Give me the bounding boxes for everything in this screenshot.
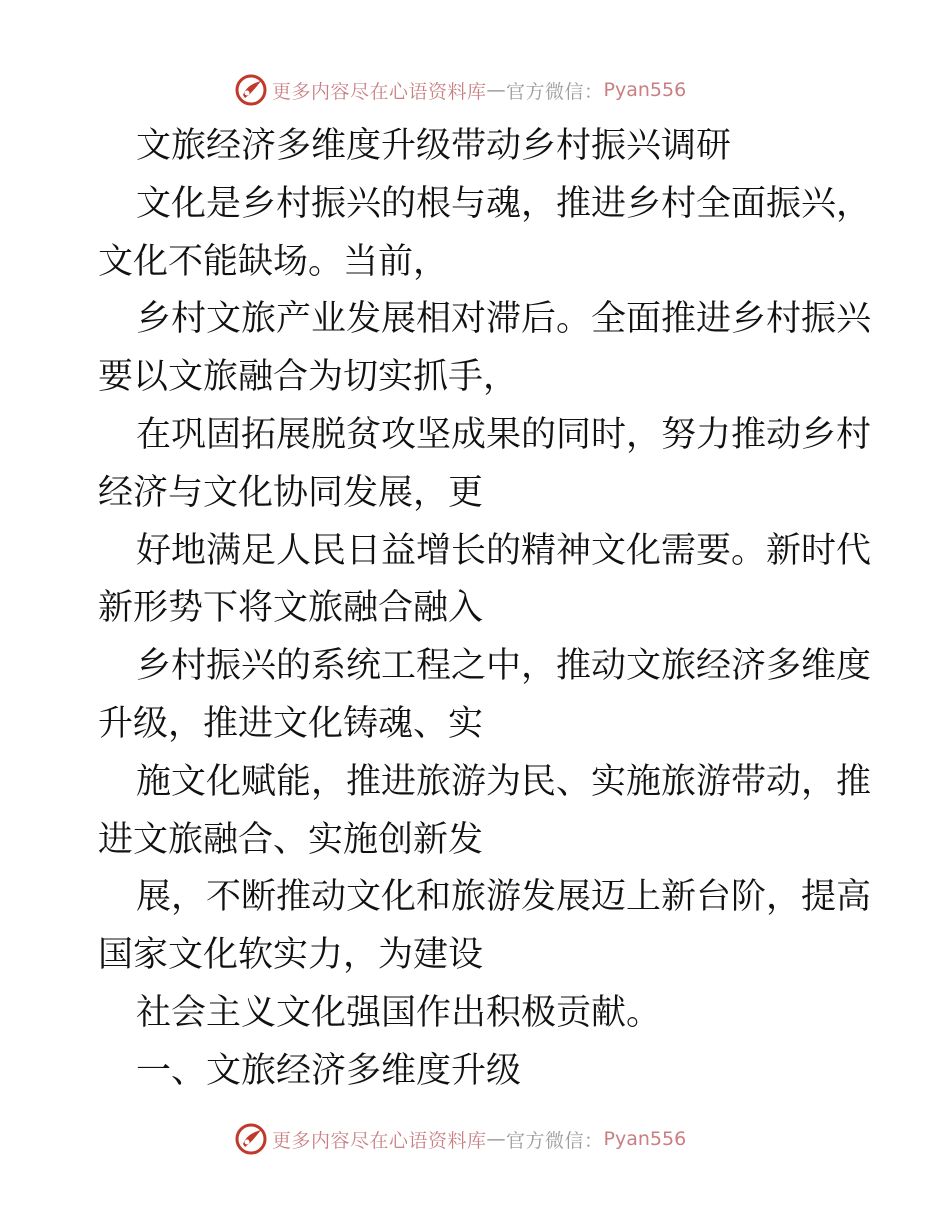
brand-logo-icon — [234, 73, 268, 107]
paragraph-line: 经济与文化协同发展，更 — [98, 472, 484, 513]
paragraph-line: 社会主义文化强国作出积极贡献。 — [136, 992, 662, 1033]
watermark-dash: — — [486, 79, 507, 101]
paragraph-line: 进文旅融合、实施创新发 — [98, 819, 484, 860]
section-heading: 一、文旅经济多维度升级 — [136, 1050, 522, 1091]
document-body — [98, 118, 872, 1101]
watermark-label: 官方微信： — [506, 80, 604, 103]
watermark-footer — [234, 1121, 686, 1157]
paragraph-line: 施文化赋能，推进旅游为民、实施旅游带动，推 — [136, 761, 872, 802]
watermark-brand: 更多内容尽在心语资料库 — [272, 1129, 487, 1152]
paragraph-line: 国家文化软实力，为建设 — [98, 935, 484, 976]
paragraph-line: 文化是乡村振兴的根与魂，推进乡村全面振兴， — [136, 183, 872, 224]
paragraph-line: 展，不断推动文化和旅游发展迈上新台阶，提高 — [136, 877, 872, 918]
paragraph-line: 好地满足人民日益增长的精神文化需要。新时代 — [136, 530, 872, 571]
watermark-brand: 更多内容尽在心语资料库 — [272, 80, 487, 103]
watermark-dash: — — [486, 1128, 507, 1150]
watermark-label: 官方微信： — [506, 1129, 604, 1152]
document-title: 文旅经济多维度升级带动乡村振兴调研 — [136, 126, 732, 166]
paragraph-line: 新形势下将文旅融合融入 — [98, 588, 484, 629]
paragraph-line: 要以文旅融合为切实抓手， — [98, 357, 519, 398]
paragraph-line: 乡村文旅产业发展相对滞后。全面推进乡村振兴 — [136, 299, 872, 340]
paragraph-line: 在巩固拓展脱贫攻坚成果的同时，努力推动乡村 — [136, 414, 872, 455]
watermark-id: Pyan556 — [603, 79, 687, 101]
paragraph-line: 文化不能缺场。当前， — [98, 241, 449, 282]
paragraph-line: 乡村振兴的系统工程之中，推动文旅经济多维度 — [136, 646, 872, 687]
watermark-header — [234, 72, 686, 108]
watermark-id: Pyan556 — [603, 1128, 687, 1150]
paragraph-line: 升级，推进文化铸魂、实 — [98, 703, 484, 744]
brand-logo-icon — [234, 1122, 268, 1156]
